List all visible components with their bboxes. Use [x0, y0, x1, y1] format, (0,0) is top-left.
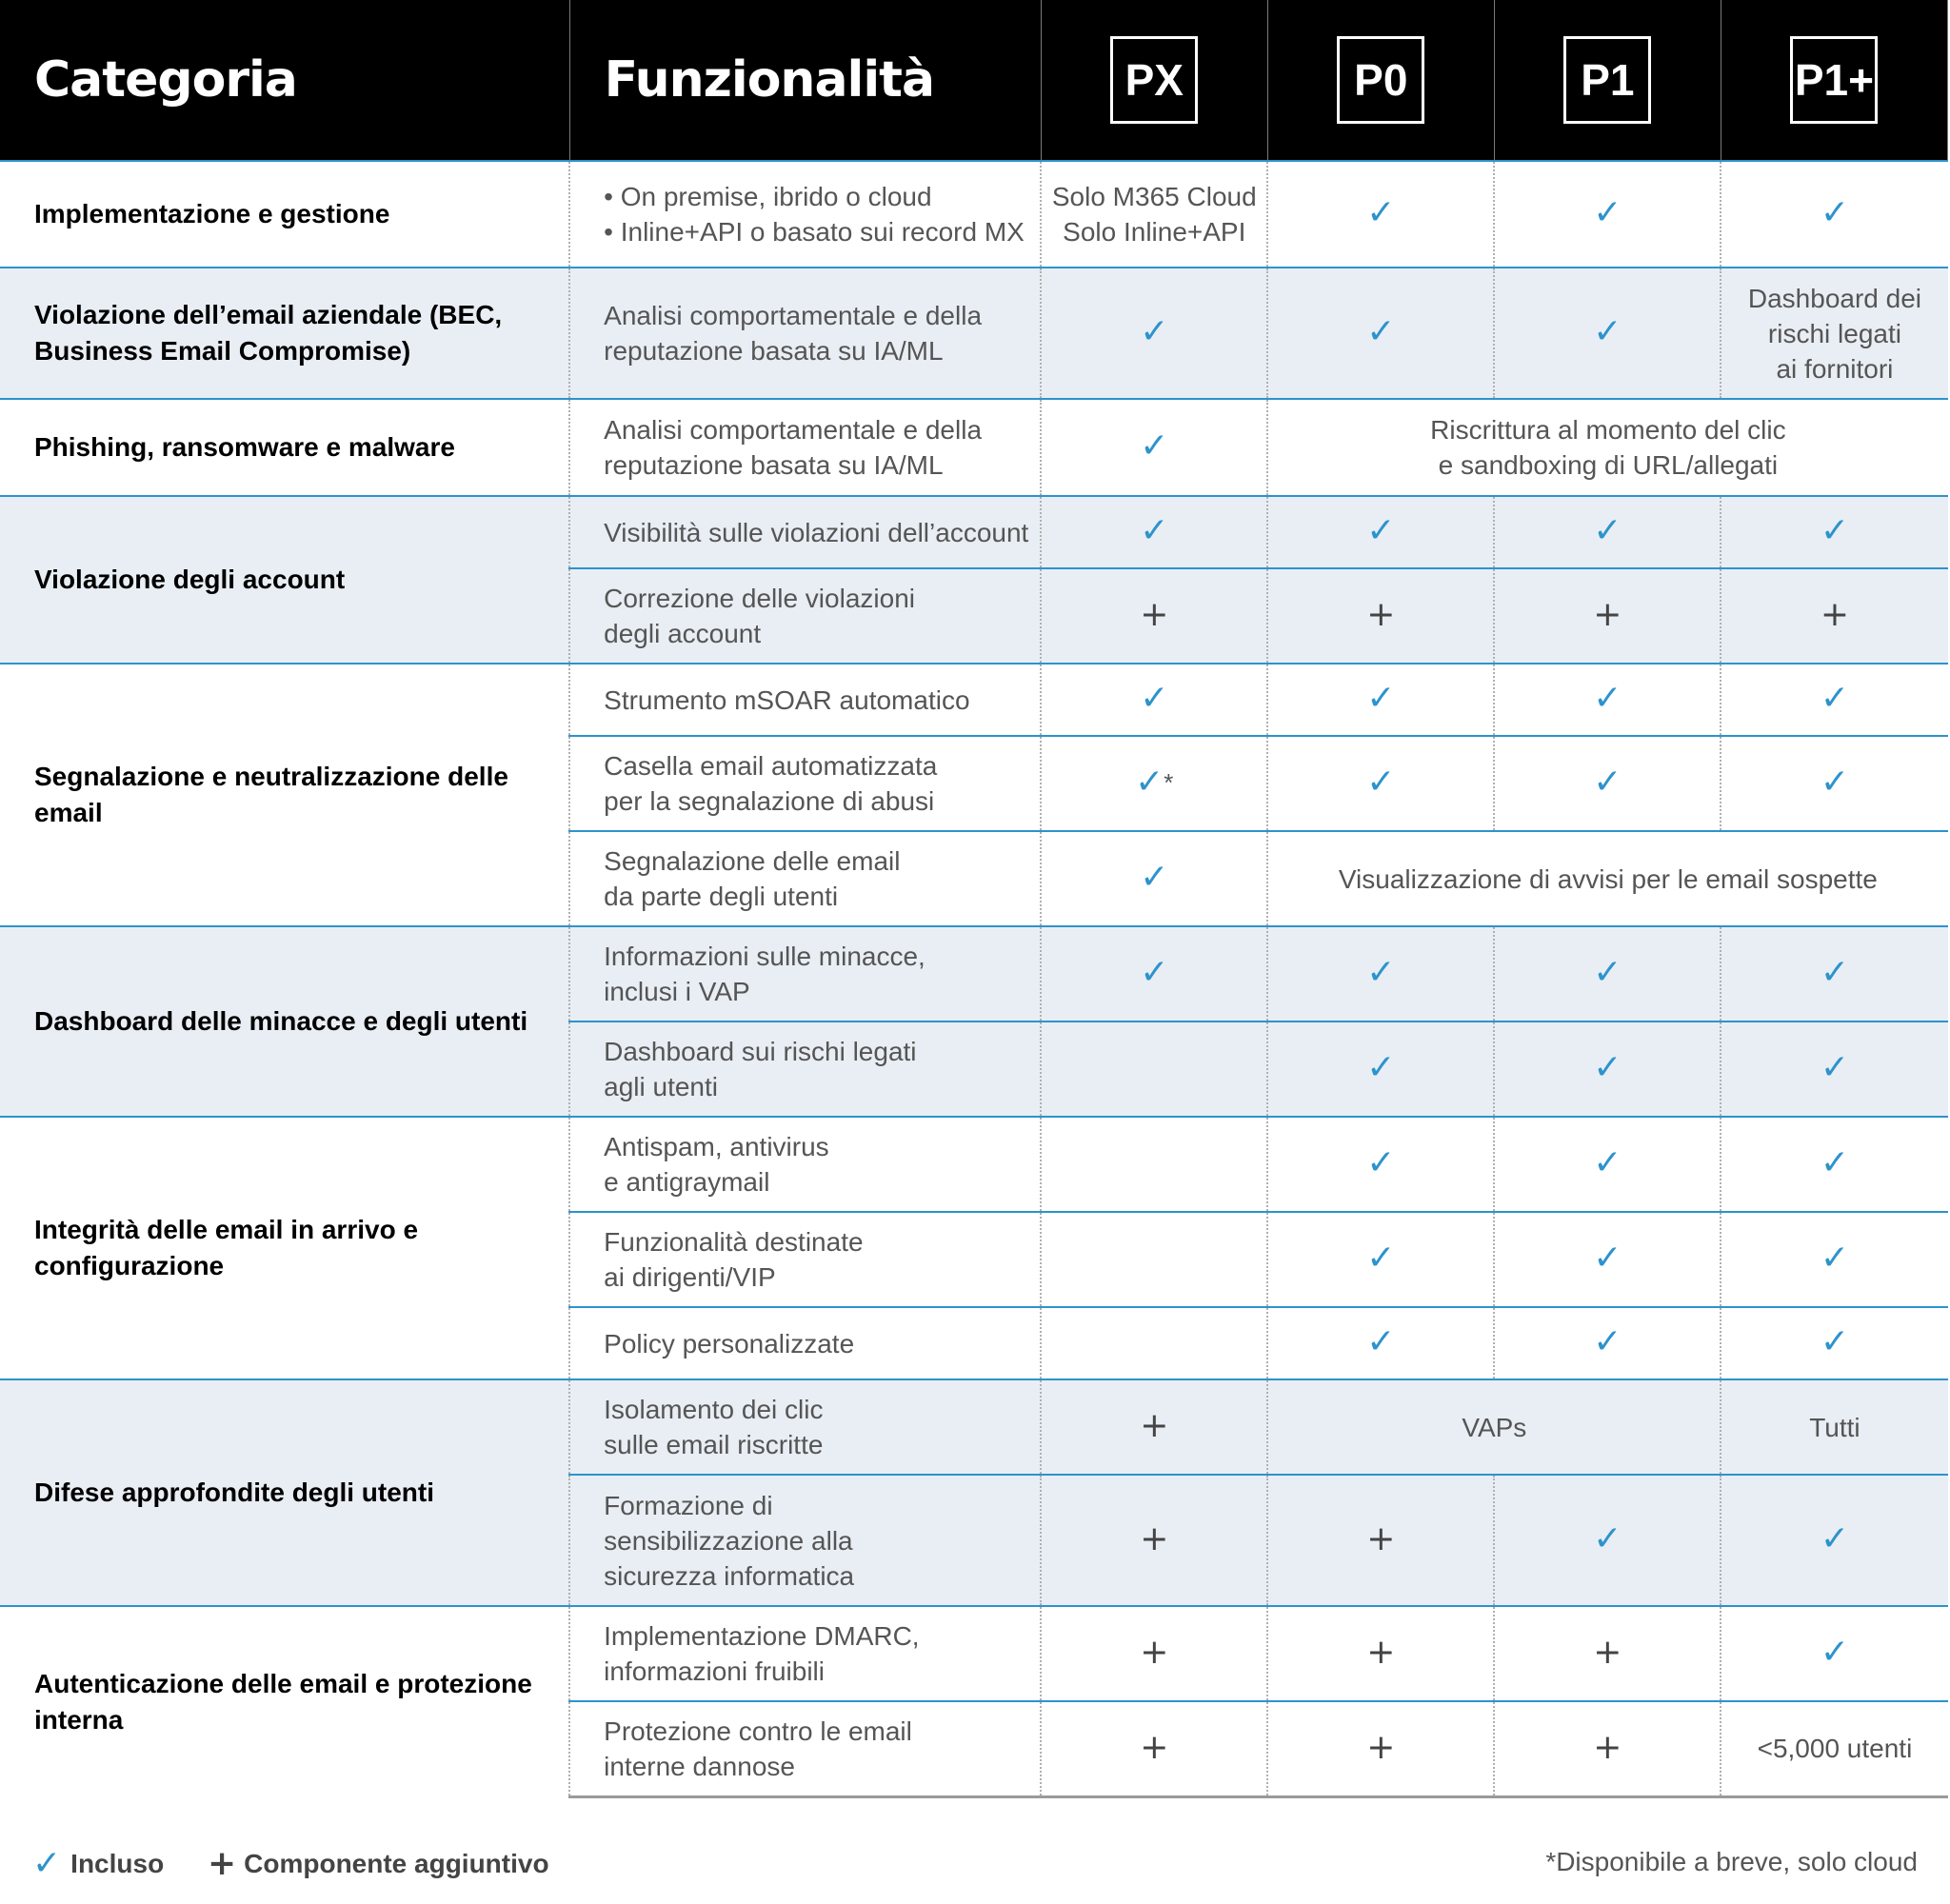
text-line: Solo M365 Cloud [1051, 182, 1257, 211]
feature-cell [569, 568, 1041, 664]
cell-p1 [1494, 926, 1721, 1021]
cell-p1plus [1721, 1475, 1947, 1606]
check-icon: ✓ [1820, 763, 1850, 802]
text-line: informazioni fruibili [604, 1656, 826, 1686]
check-icon: ✓ [1820, 1322, 1850, 1361]
cell-text: Tutti [1809, 1412, 1860, 1442]
cell-p0 [1267, 926, 1494, 1021]
category-cell: Phishing, ransomware e malware [0, 399, 569, 496]
cell-p1 [1494, 1475, 1721, 1606]
text-line: Solo Inline+API [1063, 217, 1246, 247]
cell-p0 [1267, 664, 1494, 736]
text-line: ai fornitori [1776, 353, 1894, 384]
check-icon: ✓ [1593, 763, 1622, 802]
cell-p1plus [1721, 496, 1947, 568]
cell-px [1041, 268, 1267, 399]
table-header-row [0, 0, 1948, 161]
cell-p1plus [1721, 1021, 1947, 1117]
cell-p0 [1267, 1021, 1494, 1117]
check-icon: ✓ [1140, 679, 1169, 718]
footnote: *Disponibile a breve, solo cloud [1545, 1847, 1918, 1876]
text-line: Isolamento dei clic [604, 1395, 824, 1424]
cell-p1 [1494, 1606, 1721, 1701]
text-line: e sandboxing di URL/allegati [1438, 450, 1779, 480]
plus-icon: + [1140, 1519, 1169, 1558]
cell-px [1041, 1606, 1267, 1701]
text-line: inclusi i VAP [604, 977, 750, 1006]
text-line: per la segnalazione di abusi [604, 786, 935, 816]
check-icon: ✓ [1820, 1239, 1850, 1278]
cell-p0 [1267, 568, 1494, 664]
check-icon: ✓ [1366, 1143, 1396, 1182]
check-icon: ✓ [1140, 953, 1169, 992]
table-row [0, 268, 1948, 399]
cell-p1 [1494, 1117, 1721, 1212]
check-icon: ✓ [1820, 679, 1850, 718]
cell-p1 [1494, 1212, 1721, 1307]
text-line: reputazione basata su IA/ML [604, 450, 944, 480]
text-line: Correzione delle violazioni [604, 584, 915, 613]
feature-cell [569, 1701, 1041, 1796]
cell-text: <5,000 utenti [1757, 1734, 1913, 1764]
plan-badge-px: PX [1110, 36, 1198, 124]
feature-cell [569, 268, 1041, 399]
header-plan-p1plus [1721, 0, 1947, 161]
text-line: Funzionalità destinate [604, 1227, 864, 1257]
text-line: da parte degli utenti [604, 882, 839, 911]
check-icon: ✓ [1593, 1239, 1622, 1278]
check-icon: ✓ [1366, 511, 1396, 550]
span-cell [1267, 1379, 1721, 1475]
plus-icon: + [1140, 1727, 1169, 1767]
cell-p1 [1494, 736, 1721, 831]
cell-px [1041, 496, 1267, 568]
cell-p0 [1267, 1212, 1494, 1307]
cell-px [1041, 664, 1267, 736]
feature-cell [569, 1606, 1041, 1701]
check-icon: ✓ [1366, 193, 1396, 232]
check-icon: ✓ [1593, 953, 1622, 992]
text-line: Policy personalizzate [604, 1328, 855, 1359]
text-line: Implementazione DMARC, [604, 1621, 920, 1651]
cell-p1 [1494, 568, 1721, 664]
table-row [0, 926, 1948, 1021]
plus-icon: + [1140, 595, 1169, 634]
cell-p1plus [1721, 268, 1947, 399]
table-body [0, 161, 1948, 1796]
cell-px [1041, 736, 1267, 831]
text-line: Analisi comportamentale e della [604, 415, 983, 445]
cell-p1 [1494, 1021, 1721, 1117]
feature-cell [569, 399, 1041, 496]
text-line: reputazione basata su IA/ML [604, 336, 944, 366]
check-icon: ✓ [1366, 679, 1396, 718]
table-row [0, 664, 1948, 736]
table-row [0, 161, 1948, 268]
check-icon: ✓ [1820, 1633, 1850, 1672]
cell-p0 [1267, 736, 1494, 831]
text-line: Casella email automatizzata [604, 751, 938, 781]
category-cell: Dashboard delle minacce e degli utenti [0, 926, 569, 1117]
text-line: ai dirigenti/VIP [604, 1262, 776, 1292]
category-cell: Segnalazione e neutralizzazione delle email [0, 664, 569, 926]
table-row [0, 1379, 1948, 1475]
feature-cell [569, 926, 1041, 1021]
plus-icon: + [1593, 1633, 1622, 1672]
text-line: Protezione contro le email [604, 1716, 912, 1746]
table-row [0, 399, 1948, 496]
category-cell: Difese approfondite degli utenti [0, 1379, 569, 1606]
category-cell: Violazione dell’email aziendale (BEC, Business Email Compromise) [0, 268, 569, 399]
cell-px [1041, 1021, 1267, 1117]
check-icon: ✓ [1820, 193, 1850, 232]
cell-p0 [1267, 496, 1494, 568]
check-icon: ✓ [1140, 858, 1169, 897]
check-icon: ✓ [1140, 511, 1169, 550]
span-cell [1267, 399, 1947, 496]
check-icon: ✓ [1820, 511, 1850, 550]
check-icon: ✓ [1366, 763, 1396, 802]
text-line: Dashboard dei [1747, 283, 1921, 313]
check-icon: ✓ [1820, 1519, 1850, 1558]
text-line: Antispam, antivirus [604, 1132, 829, 1161]
plus-icon: + [1366, 1727, 1396, 1767]
table-row [0, 1117, 1948, 1212]
text-line: Informazioni sulle minacce, [604, 942, 925, 971]
feature-cell [569, 1475, 1041, 1606]
check-icon: ✓ [1593, 1048, 1622, 1087]
category-cell: Autenticazione delle email e protezione interna [0, 1606, 569, 1796]
cell-px [1041, 1475, 1267, 1606]
text-line: sulle email riscritte [604, 1430, 824, 1459]
text-line: sensibilizzazione alla [604, 1525, 853, 1556]
cell-px [1041, 1212, 1267, 1307]
cell-px [1041, 926, 1267, 1021]
cell-p1plus [1721, 1379, 1947, 1475]
cell-p1plus [1721, 1212, 1947, 1307]
category-cell: Integrità delle email in arrivo e configurazione [0, 1117, 569, 1379]
text-line: Segnalazione delle email [604, 846, 901, 876]
header-plan-p1 [1494, 0, 1721, 161]
text-line: agli utenti [604, 1072, 719, 1101]
feature-cell [569, 1212, 1041, 1307]
cell-p1 [1494, 496, 1721, 568]
cell-p0 [1267, 1701, 1494, 1796]
check-icon: ✓ [1366, 1322, 1396, 1361]
legend-included-label: Incluso [70, 1849, 165, 1878]
check-icon: ✓ [1593, 193, 1622, 232]
cell-p1plus [1721, 1606, 1947, 1701]
cell-text: VAPs [1462, 1412, 1527, 1442]
header-categoria: Categoria [0, 0, 569, 161]
header-plan-p0 [1267, 0, 1494, 161]
legend [32, 1844, 549, 1883]
text-line: rischi legati [1767, 318, 1901, 348]
span-cell [1267, 831, 1947, 926]
feature-cell [569, 161, 1041, 268]
plus-icon: + [1366, 1633, 1396, 1672]
text-line: Visualizzazione di avvisi per le email sospette [1338, 863, 1878, 894]
plus-icon: + [1140, 1406, 1169, 1445]
cell-px [1041, 568, 1267, 664]
category-cell: Implementazione e gestione [0, 161, 569, 268]
cell-p1 [1494, 161, 1721, 268]
cell-p1 [1494, 1701, 1721, 1796]
plan-badge-p1: P1 [1563, 36, 1651, 124]
cell-px [1041, 399, 1267, 496]
plus-icon: + [1366, 595, 1396, 634]
plan-badge-p1plus: P1+ [1790, 36, 1878, 124]
cell-px [1041, 161, 1267, 268]
feature-cell [569, 664, 1041, 736]
cell-p0 [1267, 1117, 1494, 1212]
plus-icon: + [1140, 1633, 1169, 1672]
cell-p1plus [1721, 664, 1947, 736]
plus-icon: + [1593, 1727, 1622, 1767]
plus-icon: + [207, 1844, 237, 1883]
category-cell: Violazione degli account [0, 496, 569, 664]
check-icon: ✓ [1593, 679, 1622, 718]
text-line: degli account [604, 619, 762, 648]
cell-px [1041, 831, 1267, 926]
check-icon: ✓ [1140, 312, 1169, 351]
check-icon: ✓ [1593, 1519, 1622, 1558]
cell-p1plus [1721, 926, 1947, 1021]
check-icon: ✓ [1820, 953, 1850, 992]
check-icon: ✓ [1366, 953, 1396, 992]
table-row [0, 496, 1948, 568]
asterisk-mark: * [1164, 768, 1174, 797]
feature-cell [569, 1117, 1041, 1212]
feature-cell [569, 1307, 1041, 1379]
plus-icon: + [1366, 1519, 1396, 1558]
cell-p0 [1267, 268, 1494, 399]
header-funzionalita: Funzionalità [569, 0, 1041, 161]
check-icon: ✓ [1820, 1048, 1850, 1087]
cell-px [1041, 1701, 1267, 1796]
cell-p1plus [1721, 1701, 1947, 1796]
plus-icon: + [1820, 595, 1850, 634]
plus-icon: + [1593, 595, 1622, 634]
check-icon: ✓ [1366, 1048, 1396, 1087]
text-line: interne dannose [604, 1751, 795, 1781]
check-icon: ✓ [1593, 511, 1622, 550]
check-icon: ✓ [1366, 312, 1396, 351]
cell-p1plus [1721, 1117, 1947, 1212]
cell-p1plus [1721, 161, 1947, 268]
feature-cell [569, 1021, 1041, 1117]
feature-cell [569, 496, 1041, 568]
cell-p1 [1494, 1307, 1721, 1379]
text-line: Visibilità sulle violazioni dell’account [604, 517, 1029, 547]
check-icon: ✓ [1366, 1239, 1396, 1278]
text-line: e antigraymail [604, 1167, 770, 1197]
text-line: Riscrittura al momento del clic [1430, 415, 1786, 445]
check-icon: ✓ [32, 1844, 62, 1883]
check-icon: ✓ [1820, 1143, 1850, 1182]
feature-cell [569, 1379, 1041, 1475]
text-line: • Inline+API o basato sui record MX [604, 217, 1025, 247]
text-line: • On premise, ibrido o cloud [604, 182, 932, 211]
cell-px [1041, 1307, 1267, 1379]
text-line: Formazione di [604, 1490, 773, 1520]
feature-cell [569, 831, 1041, 926]
text-line: Dashboard sui rischi legati [604, 1037, 917, 1066]
text-line: sicurezza informatica [604, 1560, 855, 1591]
table-row [0, 1606, 1948, 1701]
check-icon: ✓ [1593, 312, 1622, 351]
check-icon: ✓ [1593, 1143, 1622, 1182]
cell-p0 [1267, 1606, 1494, 1701]
check-icon: ✓ [1593, 1322, 1622, 1361]
cell-p1plus [1721, 568, 1947, 664]
cell-p0 [1267, 1475, 1494, 1606]
cell-p1plus [1721, 1307, 1947, 1379]
check-icon: ✓ [1135, 763, 1164, 802]
header-plan-px [1041, 0, 1267, 161]
cell-px [1041, 1379, 1267, 1475]
cell-p0 [1267, 1307, 1494, 1379]
cell-p1plus [1721, 736, 1947, 831]
check-icon: ✓ [1140, 426, 1169, 466]
cell-p1 [1494, 664, 1721, 736]
text-line: Analisi comportamentale e della [604, 301, 983, 330]
legend-addon-label: Componente aggiuntivo [244, 1849, 549, 1878]
feature-cell [569, 736, 1041, 831]
cell-p1 [1494, 268, 1721, 399]
text-line: Strumento mSOAR automatico [604, 684, 970, 715]
cell-p0 [1267, 161, 1494, 268]
cell-px [1041, 1117, 1267, 1212]
plan-badge-p0: P0 [1337, 36, 1424, 124]
